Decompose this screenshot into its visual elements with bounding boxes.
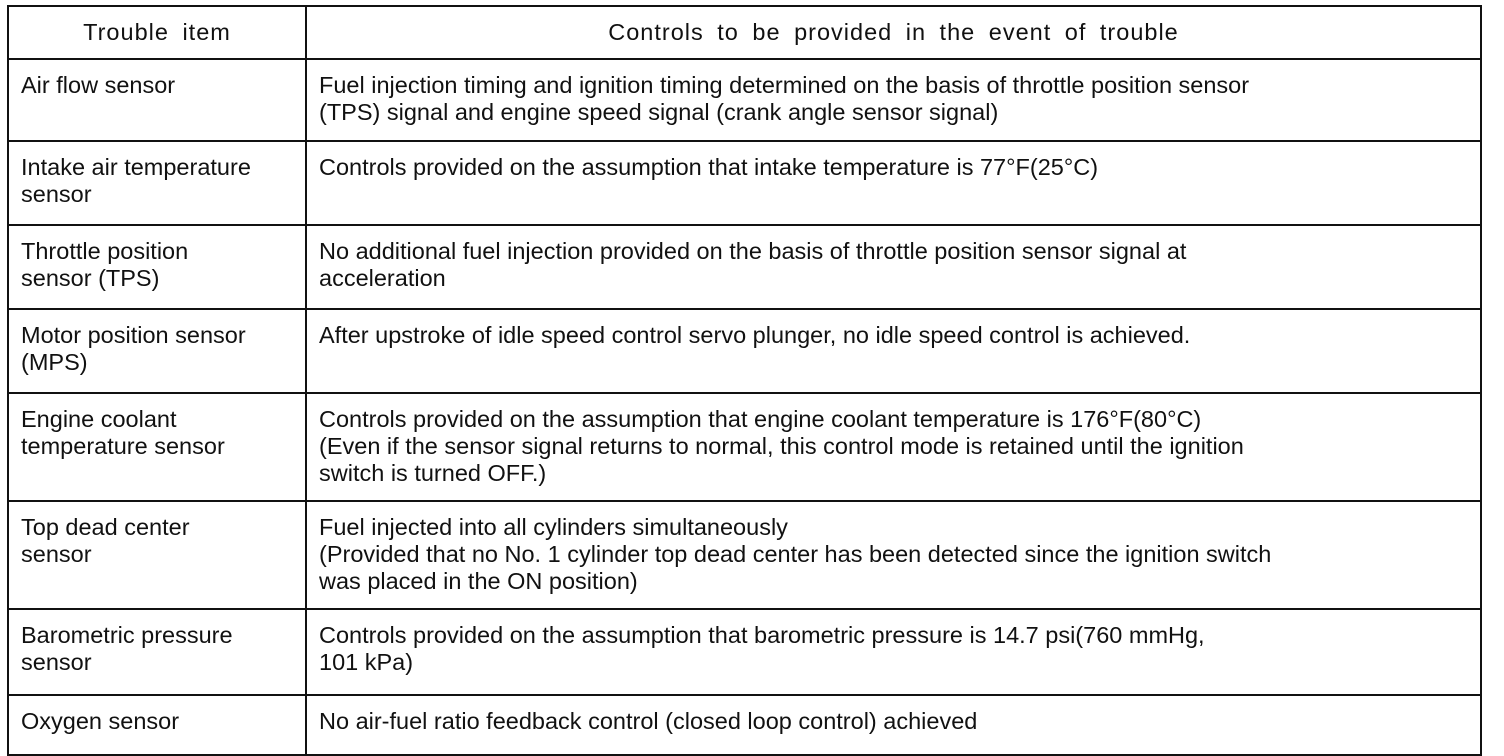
table-row [8,59,1481,141]
controls-cell [306,609,1481,695]
controls-text: Fuel injection timing and ignition timing determined on the basis of throttle position sensor (TPS) signal and engine speed signal (crank angle sensor signal) [319,72,1250,125]
trouble-controls-table [7,5,1482,756]
table-row [8,141,1481,225]
table-row [8,309,1481,393]
header-trouble-item: Trouble item [8,6,306,59]
controls-text: No air-fuel ratio feedback control (closed loop control) achieved [319,708,978,734]
controls-text: Fuel injected into all cylinders simultaneously (Provided that no No. 1 cylinder top dead center has been detected since the ignition switch was placed in the ON position) [319,514,1272,594]
header-controls: Controls to be provided in the event of trouble [306,6,1481,59]
trouble-item-cell [8,225,306,309]
controls-text: Controls provided on the assumption that engine coolant temperature is 176°F(80°C) (Even if the sensor signal returns to normal, this control mode is retained until the ignition switch is turned OFF.) [319,406,1244,486]
trouble-item-cell [8,393,306,501]
trouble-item-text: Engine coolant temperature sensor [21,406,225,459]
trouble-item-text: Throttle position sensor (TPS) [21,238,189,291]
controls-cell [306,393,1481,501]
trouble-item-text: Intake air temperature sensor [21,154,251,207]
controls-text: No additional fuel injection provided on the basis of throttle position sensor signal at acceleration [319,238,1187,291]
controls-text: Controls provided on the assumption that barometric pressure is 14.7 psi(760 mmHg, 101 kPa) [319,622,1205,675]
trouble-item-text: Air flow sensor [21,72,176,98]
controls-cell [306,695,1481,755]
controls-cell [306,59,1481,141]
trouble-item-cell [8,695,306,755]
trouble-item-cell [8,59,306,141]
trouble-item-cell [8,609,306,695]
controls-cell [306,141,1481,225]
controls-cell [306,225,1481,309]
trouble-item-text: Motor position sensor (MPS) [21,322,246,375]
trouble-item-text: Barometric pressure sensor [21,622,233,675]
trouble-item-cell [8,141,306,225]
table-row [8,225,1481,309]
trouble-item-text: Oxygen sensor [21,708,180,734]
header-row [8,6,1481,59]
table-row [8,695,1481,755]
controls-text: After upstroke of idle speed control servo plunger, no idle speed control is achieved. [319,322,1191,348]
controls-cell [306,501,1481,609]
trouble-item-cell [8,501,306,609]
table-row [8,609,1481,695]
trouble-item-text: Top dead center sensor [21,514,190,567]
table-row [8,501,1481,609]
controls-text: Controls provided on the assumption that intake temperature is 77°F(25°C) [319,154,1099,180]
controls-cell [306,309,1481,393]
trouble-item-cell [8,309,306,393]
table-row [8,393,1481,501]
